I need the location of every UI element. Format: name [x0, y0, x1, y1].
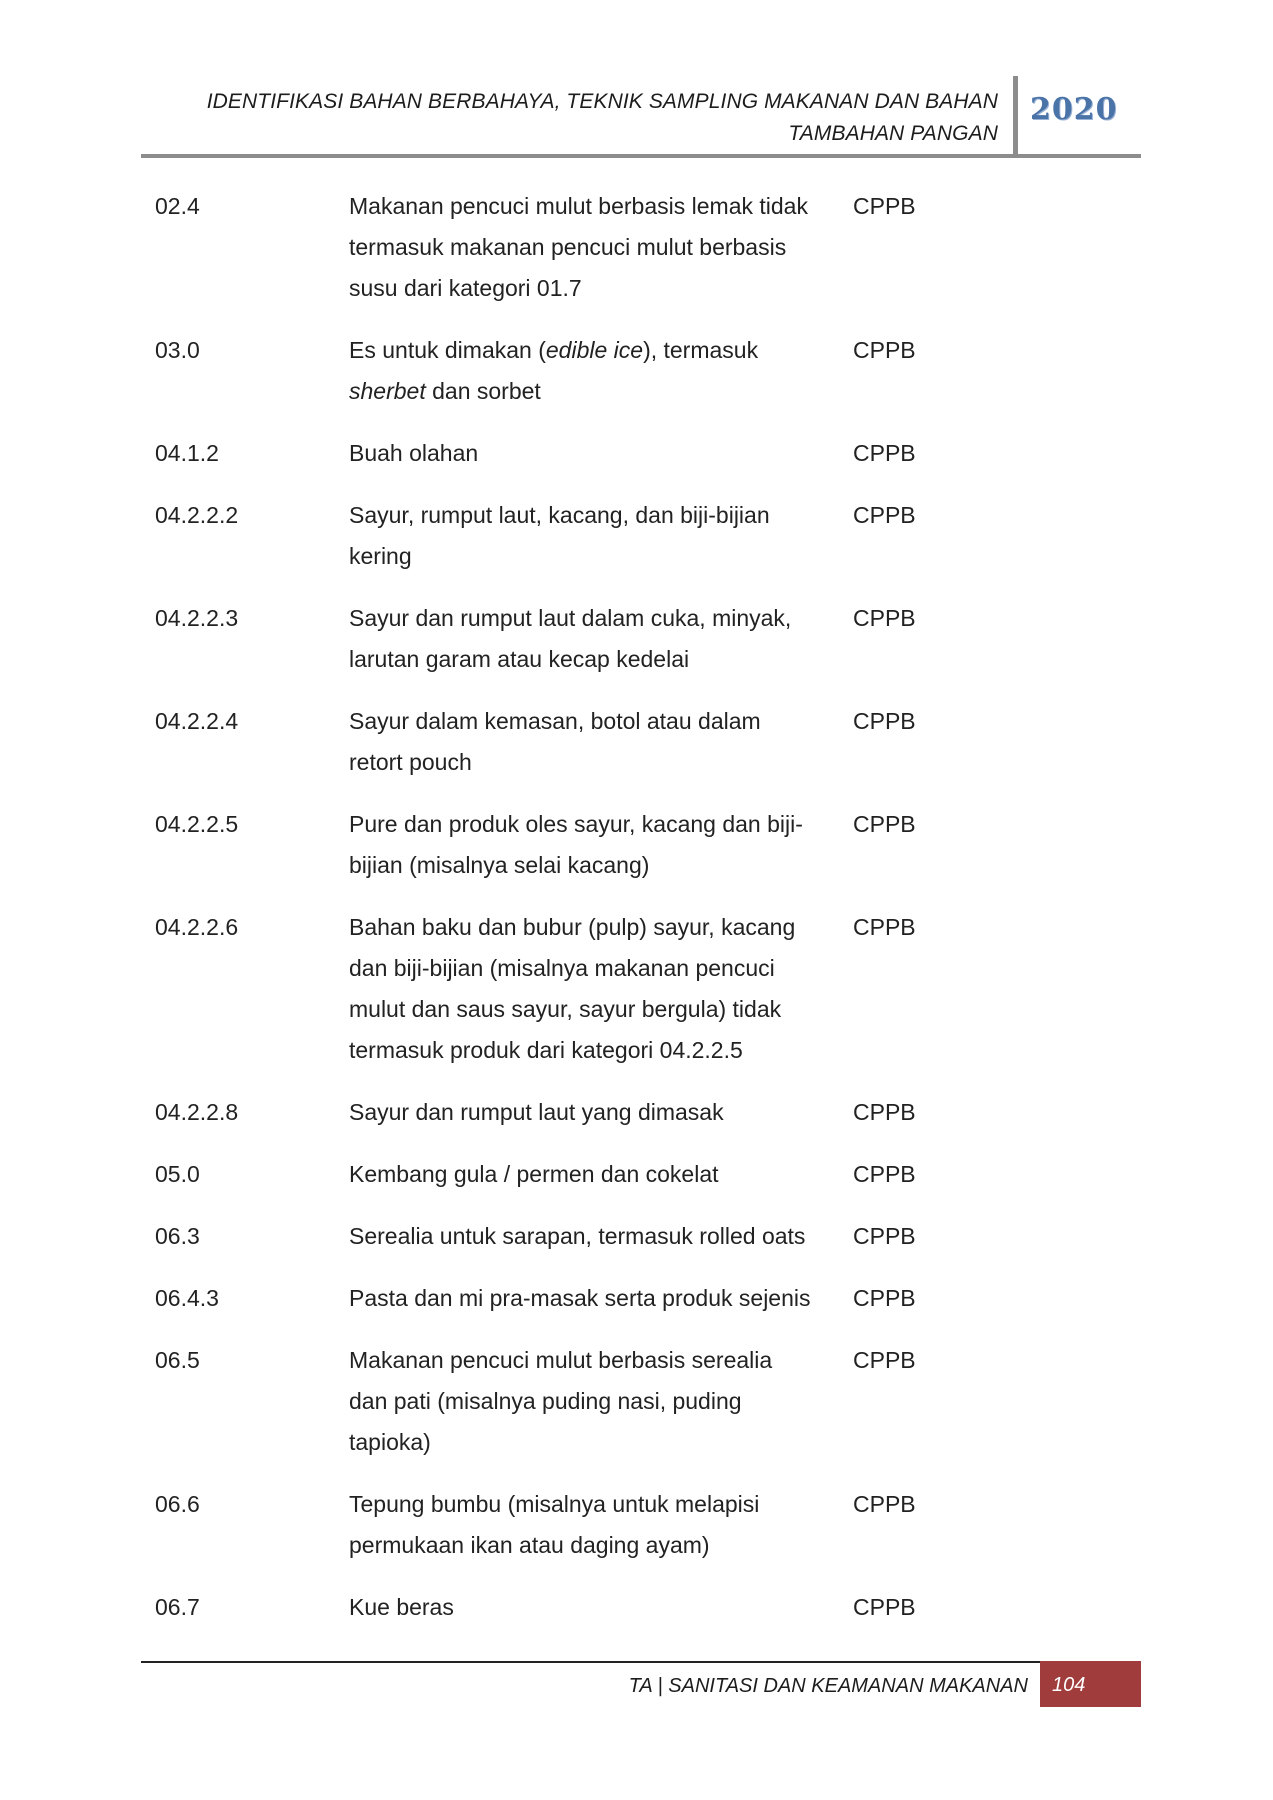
description-text: retort pouch [349, 749, 472, 775]
header-year: 2020 [1030, 92, 1118, 127]
description-line [349, 1525, 829, 1566]
category-description [349, 1154, 829, 1195]
description-text: Kue beras [349, 1594, 454, 1620]
footer-divider [141, 1661, 1041, 1663]
category-description [349, 186, 829, 309]
standard-label: CPPB [853, 1161, 916, 1187]
description-line [349, 1216, 829, 1257]
description-line [349, 1422, 829, 1463]
description-line [349, 1484, 829, 1525]
standard-label: CPPB [853, 1285, 916, 1311]
standard-label: CPPB [853, 1491, 916, 1517]
standard-label: CPPB [853, 1099, 916, 1125]
description-text: dan biji-bijian (misalnya makanan pencuci [349, 955, 775, 981]
description-line [349, 598, 829, 639]
category-code: 04.2.2.4 [155, 708, 239, 734]
category-code: 04.2.2.5 [155, 811, 239, 837]
description-line [349, 268, 829, 309]
category-code: 02.4 [155, 193, 200, 219]
header-divider-vertical [1013, 76, 1018, 154]
description-text: Kembang gula / permen dan cokelat [349, 1161, 719, 1187]
category-description [349, 701, 829, 783]
category-code: 03.0 [155, 337, 200, 363]
footer-text: TA | SANITASI DAN KEAMANAN MAKANAN [628, 1675, 1028, 1697]
standard-label: CPPB [853, 811, 916, 837]
standard-label: CPPB [853, 502, 916, 528]
standard-label: CPPB [853, 1347, 916, 1373]
description-text: Pure dan produk oles sayur, kacang dan biji- [349, 811, 803, 837]
description-text: Sayur dan rumput laut dalam cuka, minyak, [349, 605, 792, 631]
description-line [349, 227, 829, 268]
category-description [349, 1092, 829, 1133]
italic-term: edible ice [545, 337, 644, 363]
description-line [349, 536, 829, 577]
category-code: 04.1.2 [155, 440, 219, 466]
category-code: 04.2.2.2 [155, 502, 239, 528]
category-description [349, 1484, 829, 1566]
description-text: larutan garam atau kecap kedelai [349, 646, 690, 672]
description-line [349, 1154, 829, 1195]
description-line [349, 701, 829, 742]
description-text: susu dari kategori 01.7 [349, 275, 582, 301]
category-code: 04.2.2.8 [155, 1099, 239, 1125]
page-header [0, 0, 1273, 160]
category-code: 04.2.2.6 [155, 914, 239, 940]
description-line [349, 639, 829, 680]
description-line [349, 1381, 829, 1422]
header-divider-horizontal [141, 154, 1141, 158]
category-code: 05.0 [155, 1161, 200, 1187]
standard-label: CPPB [853, 440, 916, 466]
description-text: Es untuk dimakan ( [349, 337, 546, 363]
description-text: Tepung bumbu (misalnya untuk melapisi [349, 1491, 760, 1517]
description-text: Sayur dan rumput laut yang dimasak [349, 1099, 724, 1125]
category-description [349, 907, 829, 1071]
description-line [349, 330, 829, 371]
standard-label: CPPB [853, 1223, 916, 1249]
description-line [349, 1278, 829, 1319]
category-description [349, 598, 829, 680]
description-text: Serealia untuk sarapan, termasuk rolled oats [349, 1223, 806, 1249]
standard-label: CPPB [853, 193, 916, 219]
description-text: Pasta dan mi pra-masak serta produk sejenis [349, 1285, 811, 1311]
category-code: 06.3 [155, 1223, 200, 1249]
description-text: bijian (misalnya selai kacang) [349, 852, 650, 878]
description-line [349, 907, 829, 948]
category-code: 06.7 [155, 1594, 200, 1620]
standard-label: CPPB [853, 708, 916, 734]
description-text: permukaan ikan atau daging ayam) [349, 1532, 710, 1558]
description-text: ), termasuk [643, 337, 759, 363]
standard-label: CPPB [853, 337, 916, 363]
description-line [349, 371, 829, 412]
description-line [349, 186, 829, 227]
italic-term: sherbet [349, 378, 426, 404]
category-code: 06.5 [155, 1347, 200, 1373]
description-text: termasuk makanan pencuci mulut berbasis [349, 234, 787, 260]
description-line [349, 1340, 829, 1381]
category-description [349, 1216, 829, 1257]
standard-label: CPPB [853, 1594, 916, 1620]
page-number-box [1040, 1661, 1141, 1707]
standard-label: CPPB [853, 605, 916, 631]
description-line [349, 948, 829, 989]
description-text: tapioka) [349, 1429, 431, 1455]
description-line [349, 1092, 829, 1133]
description-line [349, 989, 829, 1030]
description-line [349, 495, 829, 536]
description-text: Sayur, rumput laut, kacang, dan biji-bijian [349, 502, 770, 528]
description-text: Sayur dalam kemasan, botol atau dalam [349, 708, 761, 734]
description-text: Bahan baku dan bubur (pulp) sayur, kacang [349, 914, 796, 940]
category-code: 04.2.2.3 [155, 605, 239, 631]
category-description [349, 1587, 829, 1628]
header-title-line2: TAMBAHAN PANGAN [788, 122, 998, 145]
category-description [349, 1278, 829, 1319]
category-description [349, 433, 829, 474]
standard-label: CPPB [853, 914, 916, 940]
description-line [349, 804, 829, 845]
description-line [349, 845, 829, 886]
header-title [98, 86, 998, 150]
description-line [349, 1587, 829, 1628]
description-text: Buah olahan [349, 440, 479, 466]
header-title-line1: IDENTIFIKASI BAHAN BERBAHAYA, TEKNIK SAMPLING MAKANAN DAN BAHAN [206, 90, 998, 113]
category-description [349, 495, 829, 577]
description-line [349, 433, 829, 474]
description-text: dan sorbet [425, 378, 541, 404]
category-code: 06.4.3 [155, 1285, 219, 1311]
category-description [349, 330, 829, 412]
description-line [349, 1030, 829, 1071]
description-text: termasuk produk dari kategori 04.2.2.5 [349, 1037, 743, 1063]
category-description [349, 1340, 829, 1463]
description-line [349, 742, 829, 783]
description-text: Makanan pencuci mulut berbasis serealia [349, 1347, 773, 1373]
category-code: 06.6 [155, 1491, 200, 1517]
description-text: kering [349, 543, 412, 569]
page-number: 104 [1052, 1674, 1086, 1696]
description-text: Makanan pencuci mulut berbasis lemak tidak [349, 193, 808, 219]
description-text: dan pati (misalnya puding nasi, puding [349, 1388, 742, 1414]
category-description [349, 804, 829, 886]
description-text: mulut dan saus sayur, sayur bergula) tidak [349, 996, 782, 1022]
